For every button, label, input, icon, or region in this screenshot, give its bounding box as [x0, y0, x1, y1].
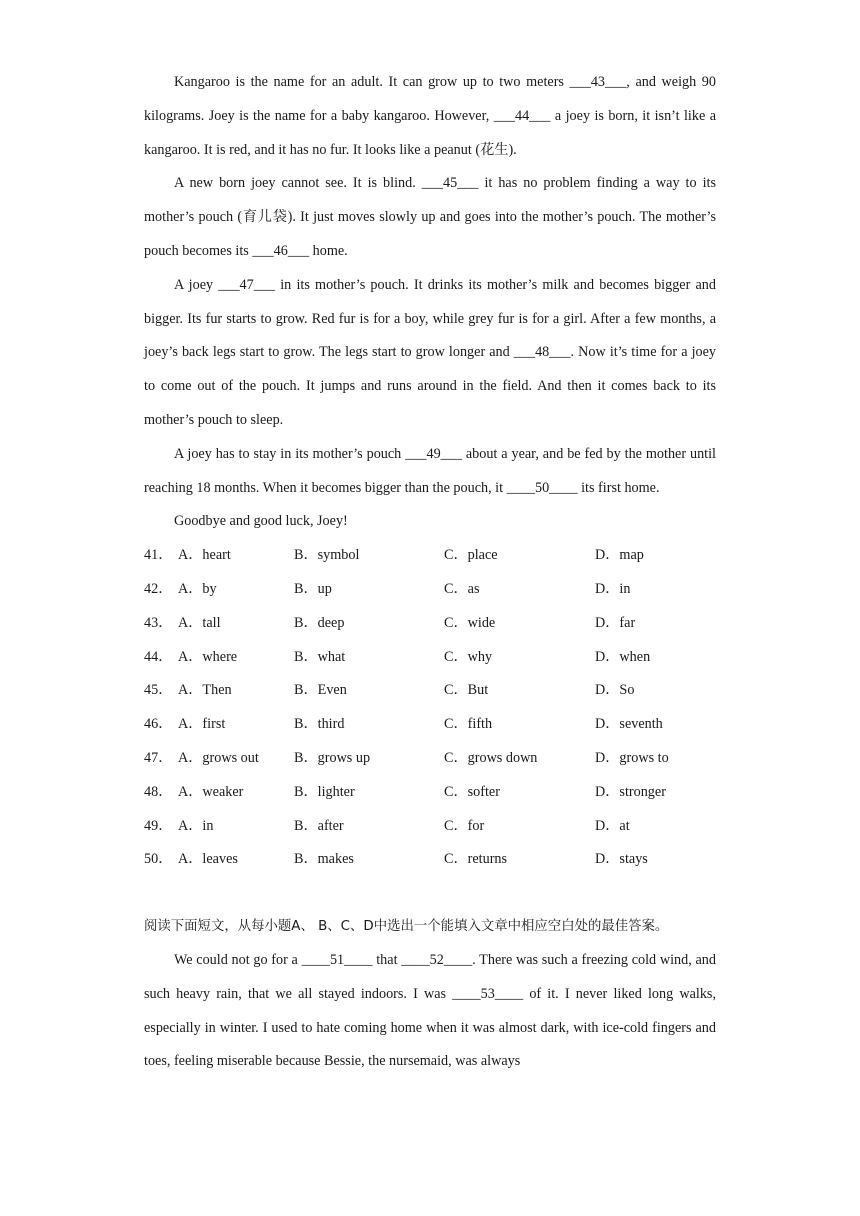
question-row — [144, 810, 716, 844]
option-c: C．But — [444, 682, 489, 699]
option-d: D．stronger — [595, 783, 666, 800]
question-number: 44． — [144, 648, 173, 665]
option-a: A．by — [178, 580, 217, 597]
option-d: D．So — [595, 682, 635, 699]
option-c: C．wide — [444, 614, 496, 631]
option-c: C．for — [444, 817, 485, 834]
paragraph-1: Kangaroo is the name for an adult. It can grow up to two meters ___43___, and weigh 90 kilograms. Joey is the name for a baby kangaroo. However, ___44___ a joey is born, it isn’t like a kangaroo. It is red, and it has no fur. It looks like a peanut (花生). — [144, 74, 716, 158]
option-c: C．softer — [444, 783, 500, 800]
option-d: D．at — [595, 817, 630, 834]
option-d: D．grows to — [595, 749, 669, 766]
question-number: 49． — [144, 817, 173, 834]
option-b: B．Even — [294, 682, 347, 699]
option-b: B．grows up — [294, 749, 371, 766]
option-b: B．up — [294, 580, 332, 597]
option-d: D．when — [595, 648, 651, 665]
option-d: D．in — [595, 580, 631, 597]
option-a: A．where — [178, 648, 238, 665]
passage-kangaroo — [144, 66, 716, 539]
option-a: A．heart — [178, 547, 231, 564]
section-instruction: 阅读下面短文，从每小题A、 B、C、D中选出一个能填入文章中相应空白处的最佳答案。 — [144, 919, 669, 935]
option-d: D．map — [595, 547, 644, 564]
option-c: C．as — [444, 580, 480, 597]
option-a: A．weaker — [178, 783, 244, 800]
option-b: B．what — [294, 648, 346, 665]
option-b: B．lighter — [294, 783, 355, 800]
option-b: B．symbol — [294, 547, 360, 564]
paragraph-5: Goodbye and good luck, Joey! — [174, 513, 348, 530]
option-a: A．in — [178, 817, 214, 834]
question-number: 42． — [144, 580, 173, 597]
question-row — [144, 843, 716, 877]
question-row — [144, 539, 716, 573]
question-row — [144, 607, 716, 641]
question-row — [144, 674, 716, 708]
option-b: B．makes — [294, 851, 354, 868]
paragraph-2: A new born joey cannot see. It is blind. ___45___ it has no problem finding a way to its mother’s pouch (育儿袋). It just moves slowly up and goes into the mother’s pouch. The mother’s pouch becomes its ___46___ home. — [144, 175, 716, 259]
option-a: A．first — [178, 716, 226, 733]
question-number: 50． — [144, 851, 173, 868]
question-row — [144, 776, 716, 810]
option-a: A．Then — [178, 682, 232, 699]
question-row — [144, 742, 716, 776]
option-a: A．grows out — [178, 749, 259, 766]
question-number: 47． — [144, 749, 173, 766]
option-b: B．after — [294, 817, 344, 834]
section-spacer — [144, 877, 716, 910]
option-c: C．why — [444, 648, 493, 665]
option-d: D．stays — [595, 851, 648, 868]
option-c: C．returns — [444, 851, 508, 868]
option-d: D．seventh — [595, 716, 663, 733]
option-c: C．place — [444, 547, 498, 564]
question-number: 45． — [144, 682, 173, 699]
option-b: B．deep — [294, 614, 345, 631]
option-b: B．third — [294, 716, 345, 733]
question-row — [144, 641, 716, 675]
document-page — [144, 66, 716, 1079]
question-list — [144, 539, 716, 877]
option-a: A．tall — [178, 614, 221, 631]
paragraph-3: A joey ___47___ in its mother’s pouch. It drinks its mother’s milk and becomes bigger and bigger. Its fur starts to grow. Red fur is for a boy, while grey fur is for a girl. After a few months, a joey’s back legs start to grow. The legs start to grow longer and ___48___. Now it’s time for a joey to come out of the pouch. It jumps and runs around in the field. And then it comes back to its mother’s pouch to sleep. — [144, 276, 716, 428]
option-a: A．leaves — [178, 851, 238, 868]
option-c: C．fifth — [444, 716, 493, 733]
question-number: 41． — [144, 547, 173, 564]
option-c: C．grows down — [444, 749, 538, 766]
question-number: 43． — [144, 614, 173, 631]
section-2-paragraph: We could not go for a ____51____ that ____52____. There was such a freezing cold wind, and such heavy rain, that we all stayed indoors. I was ____53____ of it. I never liked long walks, especially in winter. I used to hate coming home when it was almost dark, with ice-cold fingers and toes, feeling miserable because Bessie, the nursemaid, was always — [144, 951, 716, 1070]
paragraph-4: A joey has to stay in its mother’s pouch ___49___ about a year, and be fed by the mother until reaching 18 months. When it becomes bigger than the pouch, it ____50____ its first home. — [144, 445, 716, 496]
question-number: 48． — [144, 783, 173, 800]
question-number: 46． — [144, 716, 173, 733]
option-d: D．far — [595, 614, 636, 631]
section-2 — [144, 910, 716, 1079]
question-row — [144, 708, 716, 742]
question-row — [144, 573, 716, 607]
